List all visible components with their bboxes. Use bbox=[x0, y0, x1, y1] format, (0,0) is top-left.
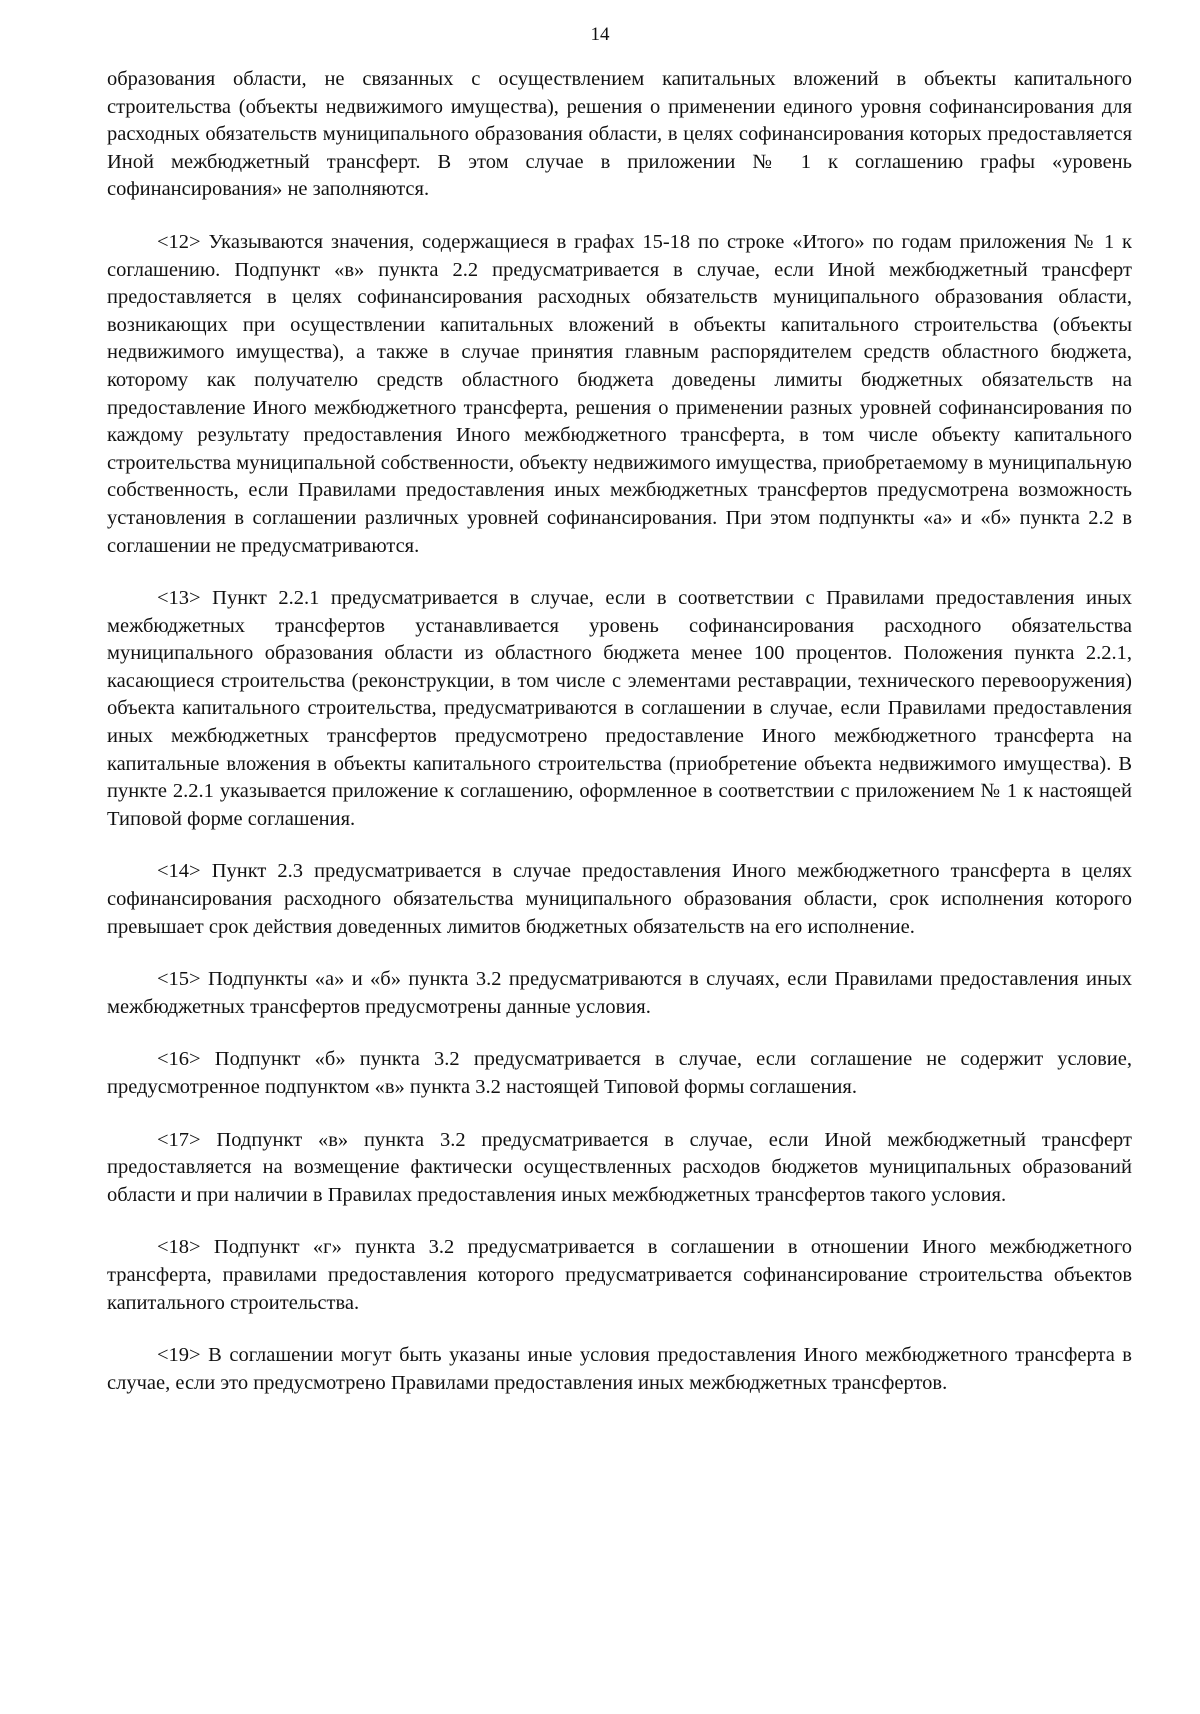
paragraph-continuation: образования области, не связанных с осуществлением капитальных вложений в объекты капитального строительства (объекты недвижимого имущества), решения о применении единого уровня софинансирования для расходных обязательств муниципального образования области, в целях софинансирования которых предоставляется Иной межбюджетный трансферт. В этом случае в приложении № 1 к соглашению графы «уровень софинансирования» не заполняются. bbox=[107, 68, 1132, 201]
footnote-17: <17> Подпункт «в» пункта 3.2 предусматривается в случае, если Иной межбюджетный трансферт предоставляется на возмещение фактически осуществленных расходов бюджетов муниципальных образований области и при наличии в Правилах предоставления иных межбюджетных трансфертов такого условия. bbox=[107, 1128, 1132, 1206]
footnote-16: <16> Подпункт «б» пункта 3.2 предусматривается в случае, если соглашение не содержит условие, предусмотренное подпунктом «в» пункта 3.2 настоящей Типовой формы соглашения. bbox=[107, 1048, 1132, 1098]
footnote-19: <19> В соглашении могут быть указаны иные условия предоставления Иного межбюджетного трансферта в случае, если это предусмотрено Правилами предоставления иных межбюджетных трансфертов. bbox=[107, 1344, 1132, 1394]
footnote-14: <14> Пункт 2.3 предусматривается в случае предоставления Иного межбюджетного трансферта в целях софинансирования расходного обязательства муниципального образования области, срок исполнения которого превышает срок действия доведенных лимитов бюджетных обязательств на его исполнение. bbox=[107, 860, 1132, 938]
footnote-15: <15> Подпункты «а» и «б» пункта 3.2 предусматриваются в случаях, если Правилами предоставления иных межбюджетных трансфертов предусмотрены данные условия. bbox=[107, 968, 1132, 1018]
footnote-13: <13> Пункт 2.2.1 предусматривается в случае, если в соответствии с Правилами предоставления иных межбюджетных трансфертов устанавливается уровень софинансирования расходного обязательства муниципального образования области из областного бюджета менее 100 процентов. Положения пункта 2.2.1, касающиеся строительства (реконструкции, в том числе с элементами реставрации, технического перевооружения) объекта капитального строительства, предусматриваются в соглашении в случае, если Правилами предоставления иных межбюджетных трансфертов предусмотрено предоставление Иного межбюджетного трансферта на капитальные вложения в объекты капитального строительства (приобретение объекта недвижимого имущества). В пункте 2.2.1 указывается приложение к соглашению, оформленное в соответствии с приложением № 1 к настоящей Типовой форме соглашения. bbox=[107, 587, 1132, 830]
footnote-12: <12> Указываются значения, содержащиеся в графах 15-18 по строке «Итого» по годам приложения № 1 к соглашению. Подпункт «в» пункта 2.2 предусматривается в случае, если Иной межбюджетный трансферт предоставляется в целях софинансирования расходных обязательств муниципального образования области, возникающих при осуществлении капитальных вложений в объекты капитального строительства (объекты недвижимого имущества), а также в случае принятия главным распорядителем средств областного бюджета, которому как получателю средств областного бюджета доведены лимиты бюджетных обязательств на предоставление Иного межбюджетного трансферта, решения о применении разных уровней софинансирования по каждому результату предоставления Иного межбюджетного трансферта, в том числе объекту капитального строительства муниципальной собственности, объекту недвижимого имущества, приобретаемому в муниципальную собственность, если Правилами предоставления иных межбюджетных трансфертов предусмотрена возможность установления в соглашении различных уровней софинансирования. При этом подпункты «а» и «б» пункта 2.2 в соглашении не предусматриваются. bbox=[107, 230, 1132, 557]
footnote-18: <18> Подпункт «г» пункта 3.2 предусматривается в соглашении в отношении Иного межбюджетного трансферта, правилами предоставления которого предусматривается софинансирование строительства объектов капитального строительства. bbox=[107, 1236, 1132, 1314]
document-body bbox=[107, 66, 1132, 1422]
page-number: 14 bbox=[590, 24, 610, 45]
